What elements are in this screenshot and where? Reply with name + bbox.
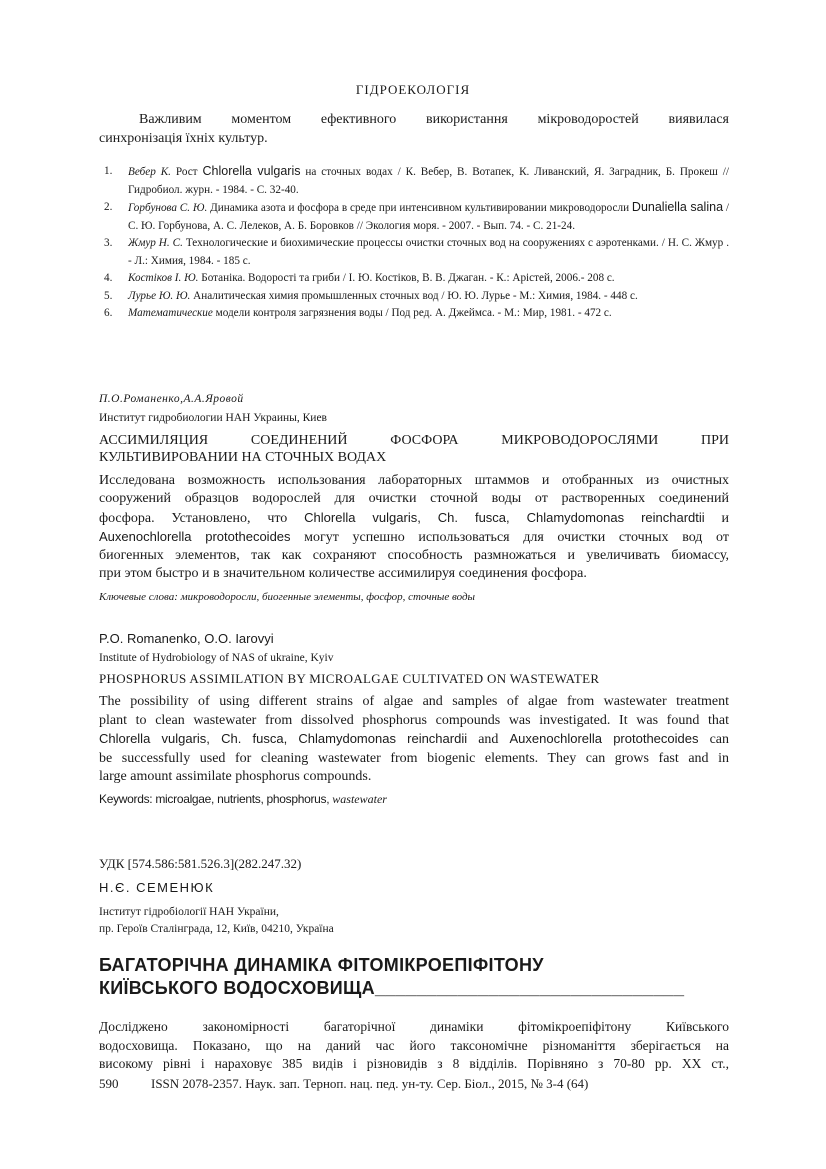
- abstract-line: be successfully used for cleaning wastewater from biogenic elements. They can grows fast and in: [99, 750, 729, 766]
- abstract-line: при этом быстро и в значительном количестве ассимилируя соединения фосфора.: [99, 566, 587, 582]
- reference-author: Костіков І. Ю.: [128, 272, 199, 284]
- abstract-line: [99, 528, 729, 547]
- reference-author: Горбунова С. Ю.: [128, 202, 208, 214]
- reference-item: [104, 199, 729, 235]
- reference-item: [104, 163, 729, 199]
- abstract-line: plant to clean wastewater from dissolved phosphorus compounds was investigated. It was found that: [99, 712, 729, 728]
- ua-title-line: БАГАТОРІЧНА ДИНАМІКА ФІТОМІКРОЕПІФІТОНУ: [99, 955, 544, 975]
- reference-item: [104, 235, 729, 270]
- en-authors: P.O. Romanenko, O.O. Iarovyi: [99, 631, 274, 646]
- species-name: Auxenochlorella protothecoides: [509, 731, 699, 747]
- ua-title: [99, 954, 729, 1000]
- intro-paragraph: [99, 110, 729, 148]
- reference-list: [104, 163, 729, 323]
- reference-number: 3.: [104, 237, 113, 249]
- en-abstract: [99, 693, 729, 787]
- abstract-line: [99, 509, 729, 528]
- abstract-line: водосховища. Показано, що на даний час його таксономічне різноманіття зберігається на: [99, 1037, 729, 1053]
- ua-abstract: [99, 1018, 729, 1074]
- reference-text: Рост: [170, 166, 203, 178]
- species-name: Chlorella vulgaris: [202, 164, 301, 178]
- reference-number: 5.: [104, 289, 113, 302]
- abstract-text: and: [467, 732, 510, 748]
- abstract-text: can: [698, 732, 729, 748]
- reference-item: [104, 288, 729, 306]
- ru-keywords: Ключевые слова: микроводоросли, биогенные элементы, фосфор, сточные воды: [99, 591, 475, 603]
- abstract-line: сооружений образцов водорослей для очистки сточной воды от растворенных соединений: [99, 491, 729, 507]
- institution-line: пр. Героїв Сталінграда, 12, Київ, 04210, Україна: [99, 922, 334, 935]
- keywords-label: Keywords:: [99, 792, 153, 806]
- reference-text: Ботаніка. Водорості та гриби / І. Ю. Костіков, В. В. Джаган. - К.: Арістей, 2006.- 208 с.: [198, 272, 615, 284]
- ua-authors: Н.Є. СЕМЕНЮК: [99, 880, 215, 895]
- abstract-line: биогенных элементов, так как сохраняют способность размножаться и увеличивать биомассу,: [99, 548, 729, 564]
- intro-line: синхронізація їхніх культур.: [99, 131, 268, 146]
- ru-authors: П.О.Романенко,А.А.Яровой: [99, 393, 244, 405]
- reference-text: Аналитическая химия промышленных сточных вод / Ю. Ю. Лурье - М.: Химия, 1984. - 448 с.: [190, 289, 638, 302]
- ua-title-line: КИЇВСЬКОГО ВОДОСХОВИЩА______________________________: [99, 978, 685, 998]
- udc-code: УДК [574.586:581.526.3](282.247.32): [99, 856, 302, 871]
- reference-author: Вебер К.: [128, 166, 171, 178]
- species-name: Chlorella vulgaris, Ch. fusca, Chlamydomonas reinchardtii: [304, 509, 705, 525]
- abstract-text: и: [704, 510, 730, 526]
- ru-title-line: АССИМИЛЯЦИЯ СОЕДИНЕНИЙ ФОСФОРА МИКРОВОДОРОСЛЯМИ ПРИ: [99, 433, 729, 448]
- abstract-line: large amount assimilate phosphorus compounds.: [99, 769, 372, 785]
- abstract-line: Исследована возможность использования лабораторных штаммов и отобранных из очистных: [99, 473, 729, 488]
- reference-author: Лурье Ю. Ю.: [128, 289, 191, 302]
- reference-author: Математические: [128, 307, 213, 319]
- species-name: Auxenochlorella protothecoides: [99, 528, 291, 544]
- reference-number: 4.: [104, 272, 113, 284]
- en-institution: Institute of Hydrobiology of NAS of ukraine, Kyiv: [99, 652, 334, 664]
- reference-text: / С. Ю. Горбунова, А. С. Лелеков, А. Б. Боровков // Экология моря. - 2007. - Вып. 74. - С. 21-24.: [128, 202, 730, 232]
- ua-institution: [99, 904, 729, 937]
- intro-line: Важливим моментом ефективного використання мікроводоростей виявилася: [139, 112, 729, 127]
- page-number: 590: [99, 1076, 119, 1091]
- abstract-line: The possibility of using different strains of algae and samples of algae from wastewater treatment: [99, 694, 729, 709]
- reference-text: модели контроля загрязнения воды / Под ред. А. Джеймса. - М.: Мир, 1981. - 472 с.: [212, 307, 612, 319]
- page-footer: [99, 1076, 729, 1092]
- ru-title: [99, 432, 729, 466]
- abstract-text: фосфора. Установлено, что: [99, 510, 305, 526]
- reference-text: на сточных водах / К. Вебер, В. Вотапек, К. Ливанский, Я. Заградник, Б. Прокеш // Гидробиол. журн. - 1984. - С. 32-40.: [128, 166, 729, 196]
- reference-item: [104, 270, 729, 288]
- running-header: ГІДРОЕКОЛОГІЯ: [355, 82, 471, 97]
- en-keywords: [99, 792, 729, 807]
- species-name: Chlorella vulgaris, Ch. fusca, Chlamydomonas reinchardii: [99, 731, 468, 747]
- journal-citation: ISSN 2078-2357. Наук. зап. Терноп. нац. пед. ун-ту. Сер. Біол., 2015, № 3-4 (64): [151, 1076, 589, 1091]
- reference-number: 2.: [104, 201, 113, 213]
- ru-institution: Институт гидробиологии НАН Украины, Киев: [99, 412, 327, 424]
- reference-text: Технологические и биохимические процессы очистки сточных вод на сооружениях с аэротенками. / Н. С. Жмур . - Л.: Химия, 1984. - 185 с.: [128, 237, 729, 267]
- reference-author: Жмур Н. С.: [128, 237, 183, 249]
- institution-line: Інститут гідробіології НАН України,: [99, 906, 279, 918]
- abstract-line: Досліджено закономірності багаторічної динаміки фітомікроепіфітону Київського: [99, 1019, 729, 1034]
- species-name: Dunaliella salina: [631, 200, 724, 214]
- en-title: PHOSPHORUS ASSIMILATION BY MICROALGAE CULTIVATED ON WASTEWATER: [99, 671, 600, 686]
- reference-item: [104, 305, 729, 323]
- abstract-line: високому рівні і нараховує 385 видів і різновидів з 8 відділів. Порівняно з 70-80 рр. ХХ ст.,: [99, 1056, 729, 1071]
- reference-text: Динамика азота и фосфора в среде при интенсивном культивировании микроводоросли: [207, 202, 632, 214]
- abstract-line: [99, 730, 729, 750]
- abstract-text: могут успешно использоваться для очистки сточных вод от: [290, 529, 729, 545]
- ru-title-line: КУЛЬТИВИРОВАНИИ НА СТОЧНЫХ ВОДАХ: [99, 450, 387, 465]
- keywords-text: wastewater: [329, 792, 387, 806]
- keywords-text: microalgae, nutrients, phosphorus,: [152, 792, 330, 806]
- ru-abstract: [99, 472, 729, 584]
- reference-number: 6.: [104, 307, 113, 319]
- reference-number: 1.: [104, 165, 113, 177]
